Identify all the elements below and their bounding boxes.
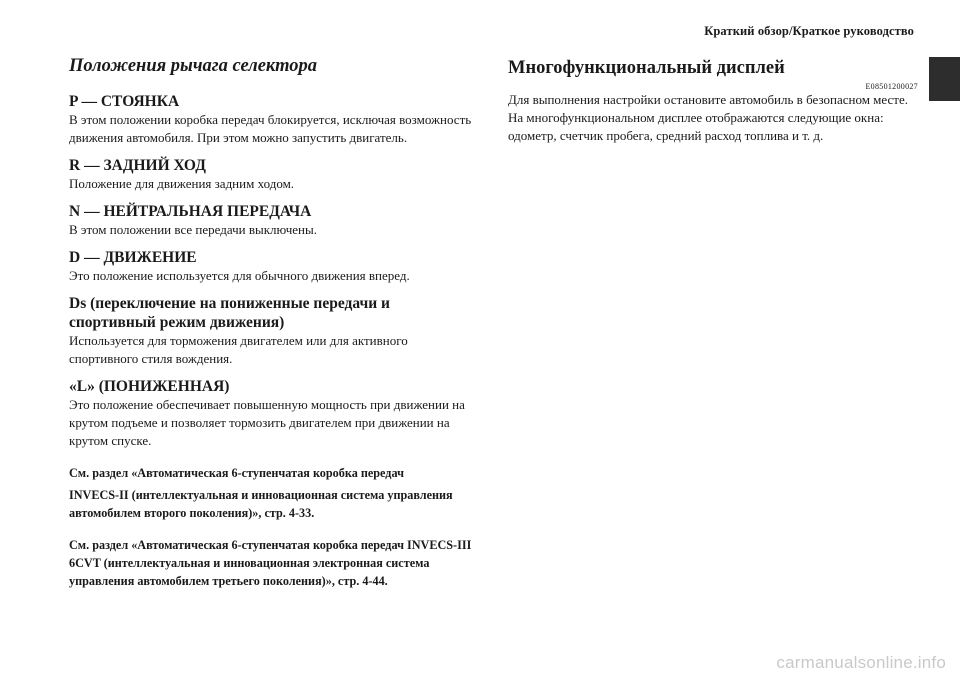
- entry-d: [69, 248, 479, 285]
- multifunction-display-title: Многофункциональный дисплей: [508, 58, 785, 78]
- selector-section-title: Положения рычага селектора: [69, 56, 317, 76]
- reference-line: INVECS-II (интеллектуальная и инновационная система управления автомобилем второго поколения)», стр. 4-33.: [69, 488, 453, 520]
- entry-heading: Ds (переключение на пониженные передачи и спортивный режим движения): [69, 295, 390, 331]
- entry-body: Это положение используется для обычного движения вперед.: [69, 268, 410, 283]
- entry-heading: «L» (ПОНИЖЕННАЯ): [69, 378, 230, 395]
- left-column: [69, 56, 479, 590]
- entry-heading: N — НЕЙТРАЛЬНАЯ ПЕРЕДАЧА: [69, 203, 312, 220]
- entry-body: В этом положении коробка передач блокируется, исключая возможность движения автомобиля. При этом можно запустить двигатель.: [69, 112, 472, 145]
- entry-heading: D — ДВИЖЕНИЕ: [69, 249, 197, 266]
- entry-n: [69, 202, 479, 239]
- entry-p: [69, 92, 479, 147]
- entry-ds: [69, 294, 479, 368]
- entry-r: [69, 156, 479, 193]
- reference-line: См. раздел «Автоматическая 6-ступенчатая коробка передач: [69, 466, 404, 480]
- right-column: [508, 58, 918, 145]
- running-header: Краткий обзор/Краткое руководство: [704, 24, 914, 38]
- entry-body: Это положение обеспечивает повышенную мощность при движении на крутом подъеме и позволяет тормозить двигателем при движении на крутом спуске.: [69, 397, 465, 448]
- entry-body: Положение для движения задним ходом.: [69, 176, 295, 191]
- entry-body: Используется для торможения двигателем или для активного спортивного стиля вождения.: [69, 333, 408, 366]
- cross-reference-invecs-ii: [69, 464, 479, 522]
- watermark: carmanualsonline.info: [776, 653, 946, 672]
- cross-reference-invecs-iii: См. раздел «Автоматическая 6-ступенчатая коробка передач INVECS-III 6CVT (интеллектуальная и инновационная электронная система управления автомобилем третьего поколения)», стр. 4-44.: [69, 538, 472, 588]
- display-paragraph-1: Для выполнения настройки остановите автомобиль в безопасном месте.: [508, 92, 908, 107]
- entry-heading: R — ЗАДНИЙ ХОД: [69, 157, 206, 174]
- entry-body: В этом положении все передачи выключены.: [69, 222, 317, 237]
- entry-heading: P — СТОЯНКА: [69, 93, 180, 110]
- entry-l: [69, 377, 479, 450]
- section-tab-marker: [929, 57, 960, 101]
- section-code: E08501200027: [865, 82, 918, 91]
- display-paragraph-2: На многофункциональном дисплее отображаются следующие окна: одометр, счетчик пробега, средний расход топлива и т. д.: [508, 110, 884, 143]
